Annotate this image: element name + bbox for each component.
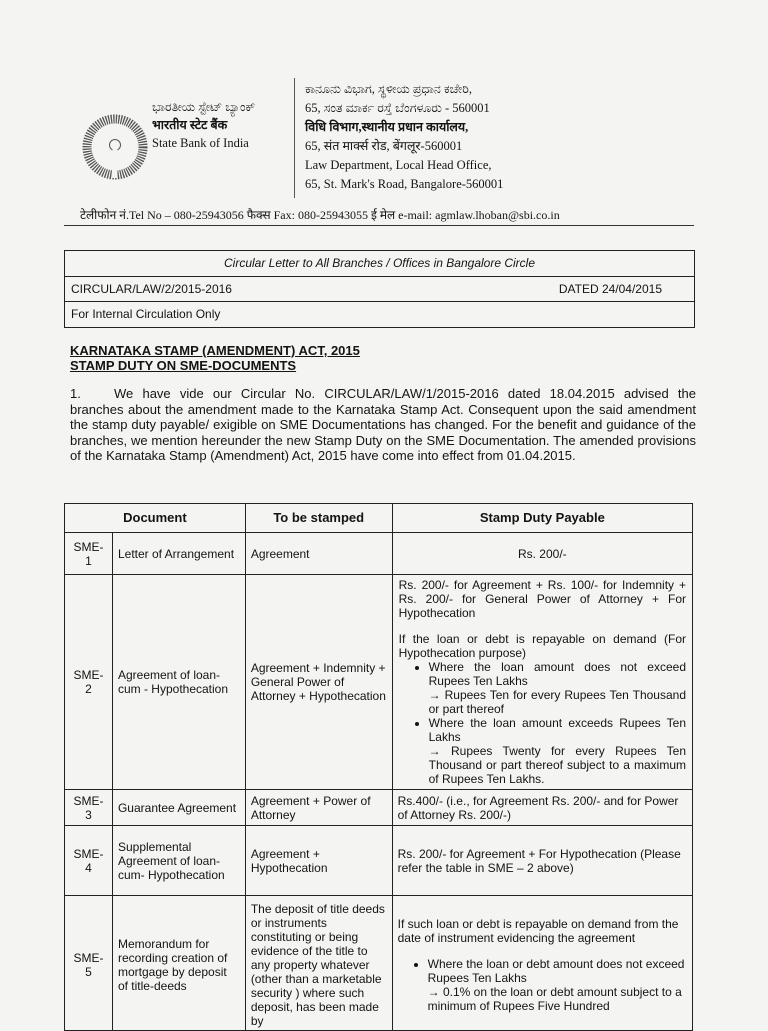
header-rule (64, 225, 694, 226)
table-row (65, 533, 693, 575)
duty-bullet: Where the loan or debt amount does not exceed Rupees Ten Lakhs (427, 957, 685, 985)
circular-date: DATED 24/04/2015 (558, 282, 662, 296)
circulation-note: For Internal Circulation Only (71, 307, 221, 321)
to-be-stamped: Agreement (245, 533, 392, 575)
paragraph-number: 1. (70, 386, 81, 401)
circular-ref-row (65, 276, 694, 302)
address-line: 65, St. Mark's Road, Bangalore-560001 (305, 177, 504, 191)
sme-number: SME- 1 (65, 533, 113, 575)
duty-arrow-line: → Rupees Ten for every Rupees Ten Thousand or part thereof (428, 688, 686, 716)
stamp-duty: Rs.400/- (i.e., for Agreement Rs. 200/- and for Power of Attorney Rs. 200/-) (392, 790, 692, 826)
bank-name-english: State Bank of India (152, 136, 249, 150)
document-name: Letter of Arrangement (112, 533, 245, 575)
letterhead-divider (294, 78, 295, 198)
address-line: ಕಾನೂನು ವಿಭಾಗ, ಸ್ಥಳೀಯ ಪ್ರಧಾನ ಕಚೇರಿ, (305, 82, 472, 96)
bank-name-kannada: ಭಾರತೀಯ ಸ್ಟೇಟ್ ಬ್ಯಾಂಕ್ (152, 100, 256, 114)
address-line: 65, ಸಂತ ಮಾರ್ಕ ರಸ್ತೆ ಬೆಂಗಳೂರು - 560001 (305, 101, 490, 115)
table-header-row (65, 504, 693, 533)
stamp-duty (392, 896, 692, 1031)
address-line: विधि विभाग,स्थानीय प्रधान कार्यालय, (305, 120, 469, 134)
to-be-stamped: Agreement + Power of Attorney (245, 790, 392, 826)
circulation-row (65, 301, 694, 327)
document-name: Agreement of loan-cum - Hypothecation (112, 575, 245, 790)
circular-box (64, 250, 695, 328)
col-header-to-be-stamped: To be stamped (245, 504, 392, 533)
duty-intro: If such loan or debt is repayable on demand from the date of instrument evidencing the agreement (397, 917, 679, 945)
to-be-stamped: Agreement + Hypothecation (245, 826, 392, 896)
table-row (65, 790, 693, 826)
duty-condition: If the loan or debt is repayable on demand (For Hypothecation purpose) (398, 632, 686, 660)
col-header-stamp-duty: Stamp Duty Payable (392, 504, 692, 533)
bank-name-hindi: भारतीय स्टेट बैंक (152, 118, 228, 132)
bank-name-block (152, 98, 255, 152)
sme-number: SME- 2 (65, 575, 113, 790)
table-row (65, 896, 693, 1031)
document-name: Supplemental Agreement of loan-cum- Hypothecation (112, 826, 245, 896)
duty-intro: Rs. 200/- for Agreement + Rs. 100/- for Indemnity + Rs. 200/- for General Power of Attorney + For Hypothecation (398, 578, 686, 620)
list-item (429, 660, 686, 716)
document-name: Guarantee Agreement (112, 790, 245, 826)
to-be-stamped: Agreement + Indemnity + General Power of Attorney + Hypothecation (245, 575, 392, 790)
sbi-logo-icon (82, 114, 148, 180)
stamp-duty: Rs. 200/- (392, 533, 692, 575)
duty-arrow-line: → Rupees Twenty for every Rupees Ten Thousand or part thereof subject to a maximum of Rupees Ten Lakhs. (428, 744, 686, 786)
address-line: Law Department, Local Head Office, (305, 158, 492, 172)
sme-stamp-duty-table (64, 503, 693, 1031)
list-item (429, 716, 686, 786)
stamp-duty: Rs. 200/- for Agreement + For Hypothecation (Please refer the table in SME – 2 above) (392, 826, 692, 896)
body-paragraph (70, 386, 696, 464)
contact-line: टेलीफोन नं.Tel No – 080-25943056 फैक्स Fax: 080-25943055 ई मेल e-mail: agmlaw.lhoban@sbi.co.in (80, 208, 560, 222)
heading-line-1: KARNATAKA STAMP (AMENDMENT) ACT, 2015 (70, 343, 360, 358)
list-item (428, 957, 687, 1013)
duty-arrow-line: → 0.1% on the loan or debt amount subject to a minimum of Rupees Five Hundred (427, 985, 682, 1013)
duty-bullet: Where the loan amount does not exceed Rupees Ten Lakhs (428, 660, 686, 688)
table-row (65, 575, 693, 790)
circular-title: Circular Letter to All Branches / Offices in Bangalore Circle (223, 256, 535, 270)
col-header-document: Document (65, 504, 246, 533)
document-name: Memorandum for recording creation of mortgage by deposit of title-deeds (112, 896, 245, 1031)
duty-bullet: Where the loan amount exceeds Rupees Ten Lakhs (428, 716, 686, 744)
sme-number: SME- 5 (65, 896, 113, 1031)
sme-number: SME- 3 (65, 790, 113, 826)
circular-number: CIRCULAR/LAW/2/2015-2016 (71, 282, 232, 296)
stamp-duty (392, 575, 692, 790)
table-row (65, 826, 693, 896)
paragraph-text: We have vide our Circular No. CIRCULAR/LAW/1/2015-2016 dated 18.04.2015 advised the branches about the amendment made to the Karnataka Stamp Act. Consequent upon the said amendment the stamp duty payable/ exigible on SME Documentations has changed. For the benefit and guidance of the branches, we mention hereunder the new Stamp Duty on the SME Documentation. The amended provisions of the Karnataka Stamp (Amendment) Act, 2015 have come into effect from 01.04.2015. (70, 386, 696, 463)
to-be-stamped: The deposit of title deeds or instruments constituting or being evidence of the title to any property whatever (other than a marketable security ) where such deposit, has been made by (245, 896, 392, 1031)
address-line: 65, संत मार्क्स रोड, बेंगलूर-560001 (305, 139, 463, 153)
sme-number: SME- 4 (65, 826, 113, 896)
document-heading (70, 343, 360, 373)
heading-line-2: STAMP DUTY ON SME-DOCUMENTS (70, 358, 297, 373)
office-address (305, 80, 503, 194)
